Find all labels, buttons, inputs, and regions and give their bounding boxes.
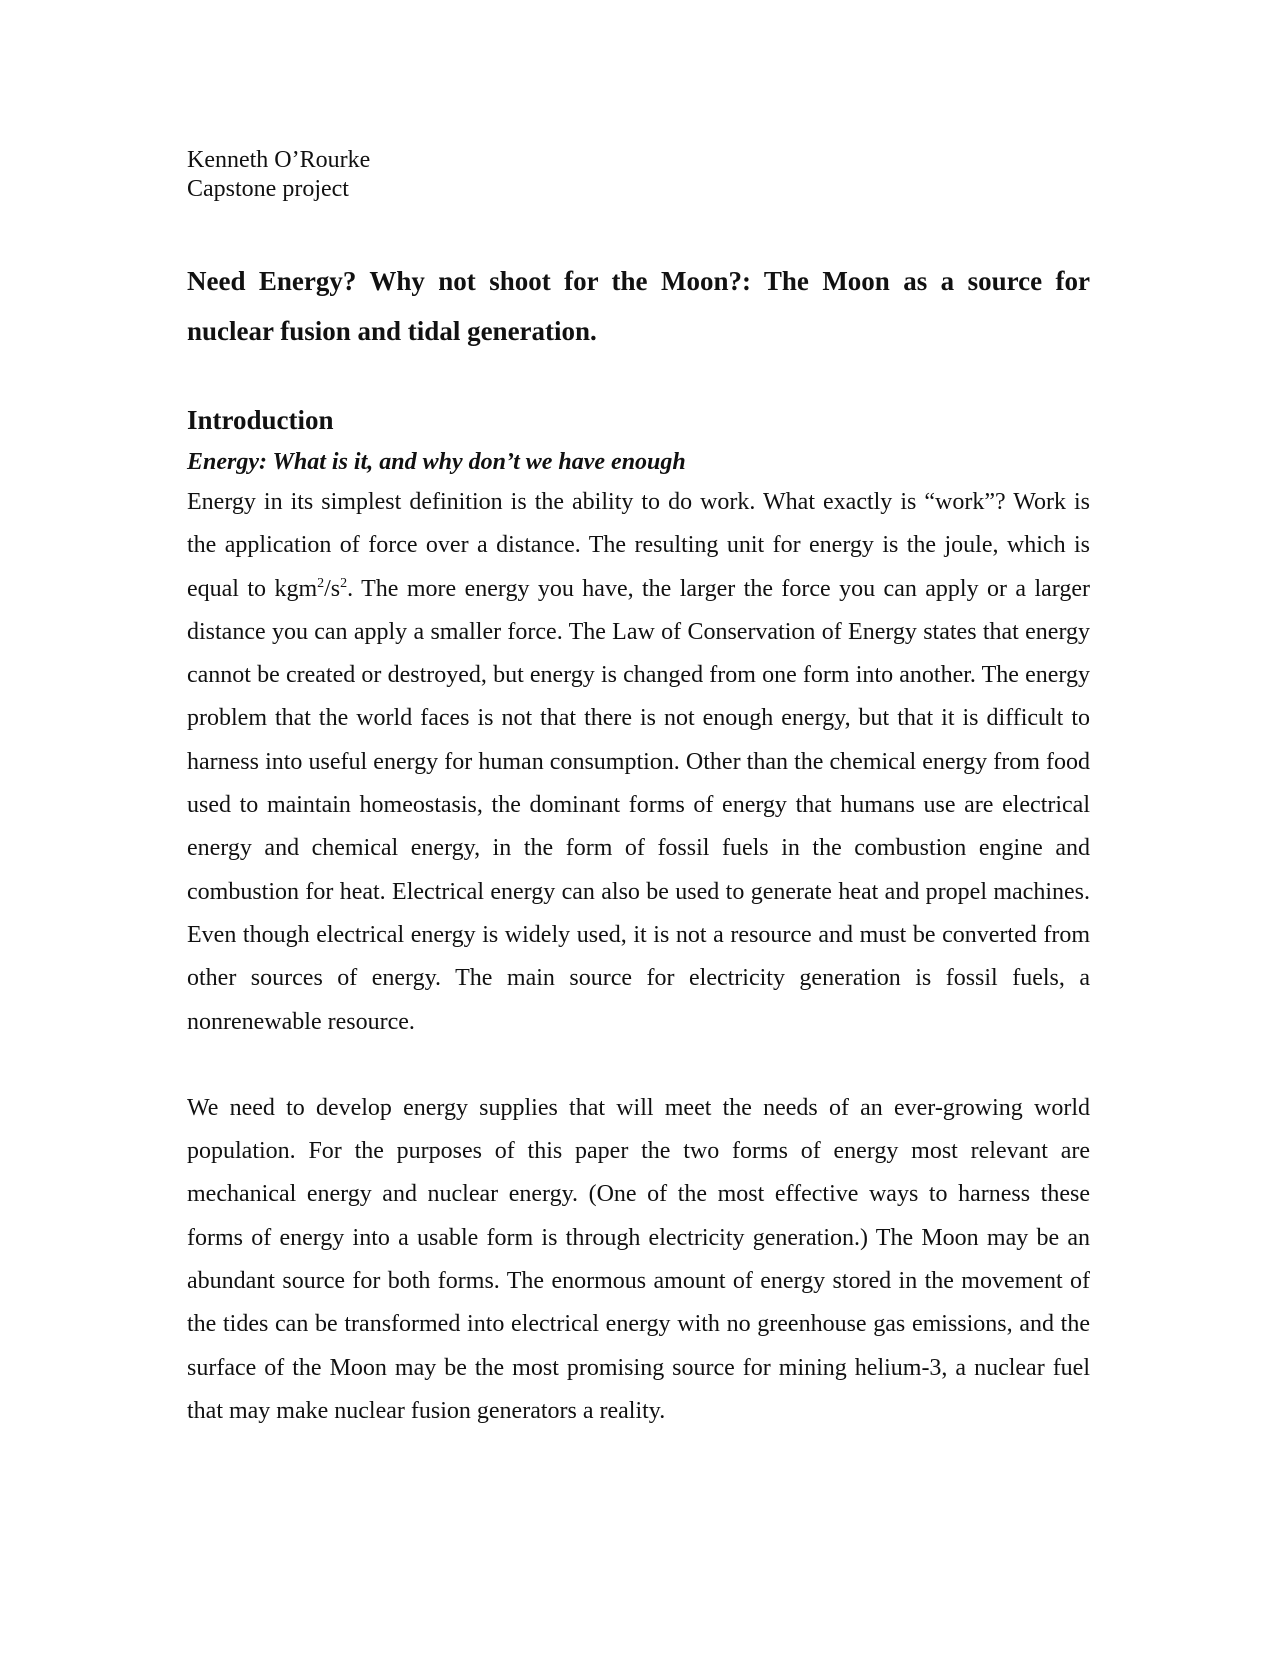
document-title: Need Energy? Why not shoot for the Moon?: The Moon as a source for nuclear fusion and tidal generation. xyxy=(187,266,1090,346)
author-block xyxy=(187,146,1090,204)
superscript-squared-2: 2 xyxy=(340,575,348,591)
course-name: Capstone project xyxy=(187,176,349,202)
section-heading-introduction: Introduction xyxy=(187,405,334,435)
paragraph-1-part-1: Energy in its simplest definition is the ability to do work. What exactly is “work”? Work is the application of force over a distance. The resulting unit for energy is the joule, which is equal to kgm xyxy=(187,489,1090,602)
paragraph-energy-definition xyxy=(187,481,1090,1044)
document-content xyxy=(187,146,1090,1433)
superscript-squared-1: 2 xyxy=(317,575,325,591)
paragraph-energy-supplies: We need to develop energy supplies that will meet the needs of an ever-growing world population. For the purposes of this paper the two forms of energy most relevant are mechanical energy and nuclear energy. (One of the most effective ways to harness these forms of energy into a usable form is through electricity generation.) The Moon may be an abundant source for both forms. The enormous amount of energy stored in the movement of the tides can be transformed into electrical energy with no greenhouse gas emissions, and the surface of the Moon may be the most promising source for mining helium-3, a nuclear fuel that may make nuclear fusion generators a reality. xyxy=(187,1094,1090,1424)
subheading-energy: Energy: What is it, and why don’t we have enough xyxy=(187,449,686,475)
paragraph-1-part-3: . The more energy you have, the larger the force you can apply or a larger distance you can apply a smaller force. The Law of Conservation of Energy states that energy cannot be created or destroyed, but energy is changed from one form into another. The energy problem that the world faces is not that there is not enough energy, but that it is difficult to harness into useful energy for human consumption. Other than the chemical energy from food used to maintain homeostasis, the dominant forms of energy that humans use are electrical energy and chemical energy, in the form of fossil fuels in the combustion engine and combustion for heat. Electrical energy can also be used to generate heat and propel machines. Even though electrical energy is widely used, it is not a resource and must be converted from other sources of energy. The main source for electricity generation is fossil fuels, a nonrenewable resource. xyxy=(187,575,1090,1035)
author-name: Kenneth O’Rourke xyxy=(187,147,371,173)
paragraph-1-part-2: /s xyxy=(324,575,341,602)
